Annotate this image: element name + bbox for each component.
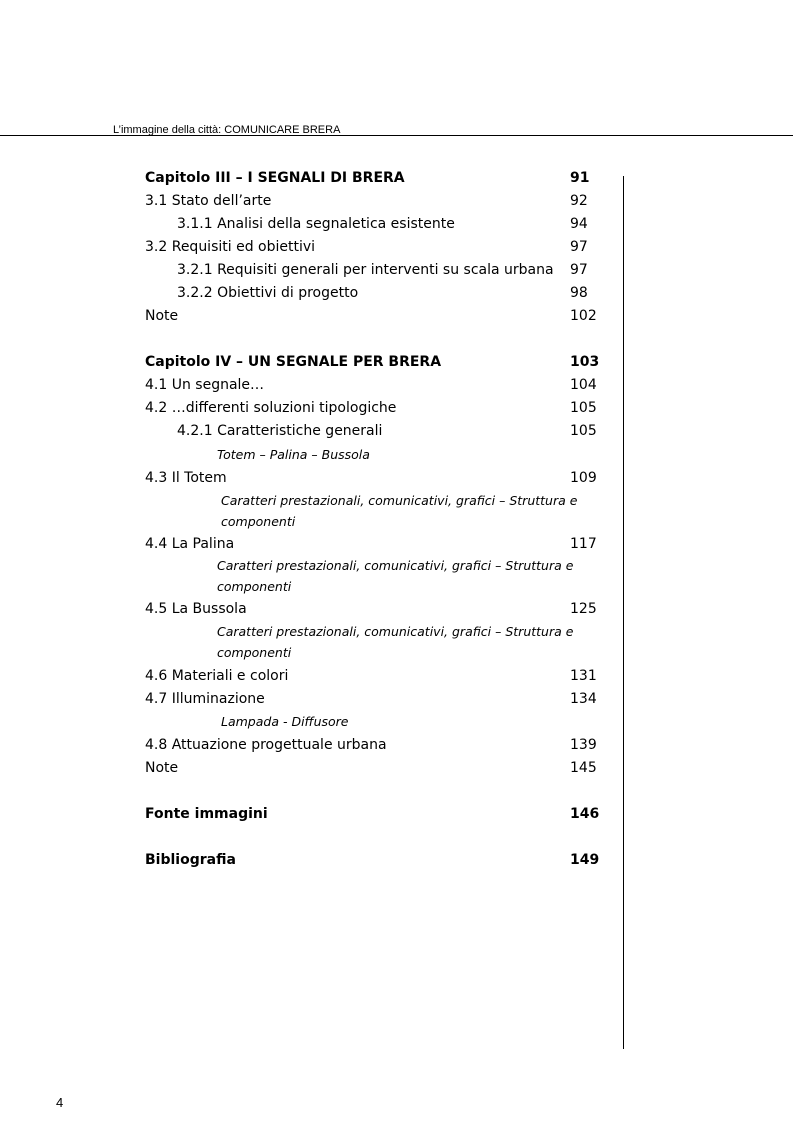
toc-section-3-2-1: 3.2.1 Requisiti generali per interventi su scala urbana (177, 262, 554, 278)
toc-page: 97 (570, 262, 588, 278)
toc-page: 134 (570, 691, 597, 707)
page-number: 4 (56, 1095, 64, 1110)
toc-page: 103 (570, 354, 600, 370)
toc-description: Caratteri prestazionali, comunicativi, grafici – Struttura e (221, 493, 578, 508)
toc-page: 104 (570, 377, 597, 393)
toc-page: 105 (570, 423, 597, 439)
toc-section-4-7: 4.7 Illuminazione (145, 691, 265, 707)
toc-page: 92 (570, 193, 588, 209)
toc-page: 145 (570, 760, 597, 776)
toc-section-4-2: 4.2 …differenti soluzioni tipologiche (145, 400, 397, 416)
toc-section-3-2: 3.2 Requisiti ed obiettivi (145, 239, 316, 255)
toc-page: 139 (570, 737, 597, 753)
toc-description: Caratteri prestazionali, comunicativi, grafici – Struttura e (217, 624, 574, 639)
toc-note-4: Note (145, 760, 179, 776)
toc-fonte-immagini: Fonte immagini (145, 806, 268, 822)
toc-page: 91 (570, 170, 590, 186)
toc-section-4-3: 4.3 Il Totem (145, 470, 227, 486)
toc-page: 146 (570, 806, 600, 822)
toc-description: componenti (217, 645, 292, 660)
toc-page: 94 (570, 216, 588, 232)
toc-page: 149 (570, 852, 600, 868)
toc-section-4-8: 4.8 Attuazione progettuale urbana (145, 737, 387, 753)
toc-description: Lampada - Diffusore (221, 714, 349, 729)
toc-page: 105 (570, 400, 597, 416)
toc-section-4-4: 4.4 La Palina (145, 536, 235, 552)
toc-section-4-1: 4.1 Un segnale… (145, 377, 265, 393)
toc-chapter-3 (145, 170, 405, 186)
toc-section-3-2-2: 3.2.2 Obiettivi di progetto (177, 285, 359, 301)
running-header: L’immagine della città: COMUNICARE BRERA (113, 124, 341, 136)
toc-page: 131 (570, 668, 597, 684)
toc-section-3-1: 3.1 Stato dell’arte (145, 193, 272, 209)
toc-section-3-1-1: 3.1.1 Analisi della segnaletica esistente (177, 216, 455, 232)
toc-section-4-6: 4.6 Materiali e colori (145, 668, 289, 684)
toc-note-3: Note (145, 308, 179, 324)
toc-section-4-5: 4.5 La Bussola (145, 601, 247, 617)
toc-chapter-4: Capitolo IV – UN SEGNALE PER BRERA (145, 354, 442, 370)
toc-section-4-2-1: 4.2.1 Caratteristiche generali (177, 423, 383, 439)
toc-bibliografia: Bibliografia (145, 852, 236, 868)
toc-description: Totem – Palina – Bussola (217, 447, 370, 462)
toc-description: Caratteri prestazionali, comunicativi, grafici – Struttura e (217, 558, 574, 573)
toc-page: 109 (570, 470, 597, 486)
toc-title: Capitolo III – I SEGNALI DI BRERA (145, 170, 405, 186)
toc-page: 125 (570, 601, 597, 617)
toc-page: 98 (570, 285, 588, 301)
toc-description: componenti (221, 514, 296, 529)
toc-page: 102 (570, 308, 597, 324)
toc-description: componenti (217, 579, 292, 594)
toc-page: 97 (570, 239, 588, 255)
toc-page: 117 (570, 536, 597, 552)
